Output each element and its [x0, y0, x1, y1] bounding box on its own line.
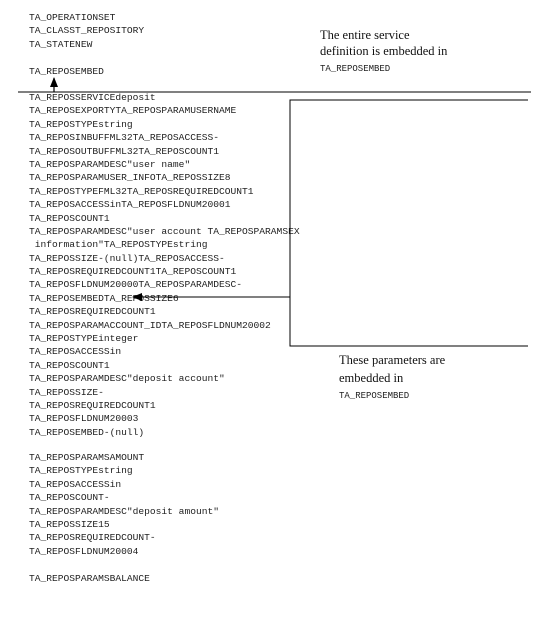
header-field-line: TA_CLASST_REPOSITORY: [29, 25, 145, 37]
embedded-field-line: information"TA_REPOSTYPEstring: [29, 239, 208, 251]
params-note-line2: embedded in: [339, 371, 404, 385]
embedded-field-line: TA_REPOSSIZE-(null)TA_REPOSACCESS-: [29, 252, 225, 264]
service-note-code: TA_REPOSEMBED: [320, 64, 391, 74]
amount-field-line: TA_REPOSSIZE15: [29, 518, 110, 530]
header-field-line: TA_OPERATIONSET: [29, 12, 116, 23]
embedded-field-line: TA_REPOSREQUIREDCOUNT1: [29, 399, 156, 411]
embedded-field-line: TA_REPOSREQUIREDCOUNT1: [29, 306, 156, 318]
embedded-field-line: TA_REPOSEMBEDTA_REPOSSIZE6: [29, 292, 179, 304]
embedded-field-line: TA_REPOSREQUIREDCOUNT1TA_REPOSCOUNT1: [29, 266, 237, 278]
embedded-field-line: TA_REPOSEXPORTYTA_REPOSPARAMUSERNAME: [29, 105, 237, 117]
header-field-line: TA_STATENEW: [29, 38, 93, 50]
params-note-code: TA_REPOSEMBED: [339, 391, 410, 401]
embedded-field-line: TA_REPOSOUTBUFFML32TA_REPOSCOUNT1: [29, 145, 219, 157]
embedded-field-line: TA_REPOSSERVICEdeposit: [29, 92, 156, 103]
embedded-field-line: TA_REPOSACCESSinTA_REPOSFLDNUM20001: [29, 199, 231, 211]
params-bracket: [290, 100, 528, 346]
service-note-line2: definition is embedded in: [320, 44, 448, 58]
embedded-field-line: TA_REPOSPARAMUSER_INFOTA_REPOSSIZE8: [29, 172, 231, 184]
embedded-field-line: TA_REPOSCOUNT1: [29, 359, 110, 371]
params-note-line1: These parameters are: [339, 353, 446, 367]
amount-field-line: TA_REPOSCOUNT-: [29, 492, 110, 504]
embedded-field-line: TA_REPOSTYPEFML32TA_REPOSREQUIREDCOUNT1: [29, 185, 254, 197]
embedded-field-line: TA_REPOSFLDNUM20003: [29, 413, 139, 425]
embedded-field-line: TA_REPOSINBUFFML32TA_REPOSACCESS-: [29, 132, 219, 144]
amount-field-line: TA_REPOSPARAMDESC"deposit amount": [29, 505, 219, 517]
embedded-field-line: TA_REPOSTYPEinteger: [29, 333, 139, 345]
embedded-field-line: TA_REPOSACCESSin: [29, 346, 122, 358]
embedded-field-line: TA_REPOSPARAMACCOUNT_IDTA_REPOSFLDNUM20002: [29, 319, 271, 331]
embedded-field-line: TA_REPOSTYPEstring: [29, 118, 133, 130]
header-field-line: TA_REPOSEMBED: [29, 65, 104, 77]
amount-field-line: TA_REPOSACCESSin: [29, 478, 122, 490]
amount-field-line: TA_REPOSPARAMSBALANCE: [29, 572, 150, 584]
embedded-field-line: TA_REPOSFLDNUM20000TA_REPOSPARAMDESC-: [29, 279, 243, 291]
embedded-field-line: TA_REPOSCOUNT1: [29, 212, 110, 224]
embedded-field-line: TA_REPOSSIZE-: [29, 386, 104, 398]
embedded-field-line: TA_REPOSPARAMDESC"deposit account": [29, 373, 225, 385]
embedded-field-line: TA_REPOSPARAMDESC"user account TA_REPOSPARAMSEX: [29, 225, 300, 237]
embedded-field-line: TA_REPOSPARAMDESC"user name": [29, 158, 191, 170]
amount-field-line: TA_REPOSREQUIREDCOUNT-: [29, 532, 156, 544]
embedded-field-line: TA_REPOSEMBED-(null): [29, 426, 145, 438]
amount-field-line: TA_REPOSTYPEstring: [29, 465, 133, 477]
amount-field-line: TA_REPOSFLDNUM20004: [29, 545, 139, 557]
amount-field-line: TA_REPOSPARAMSAMOUNT: [29, 452, 145, 463]
service-note-line1: The entire service: [320, 28, 410, 42]
